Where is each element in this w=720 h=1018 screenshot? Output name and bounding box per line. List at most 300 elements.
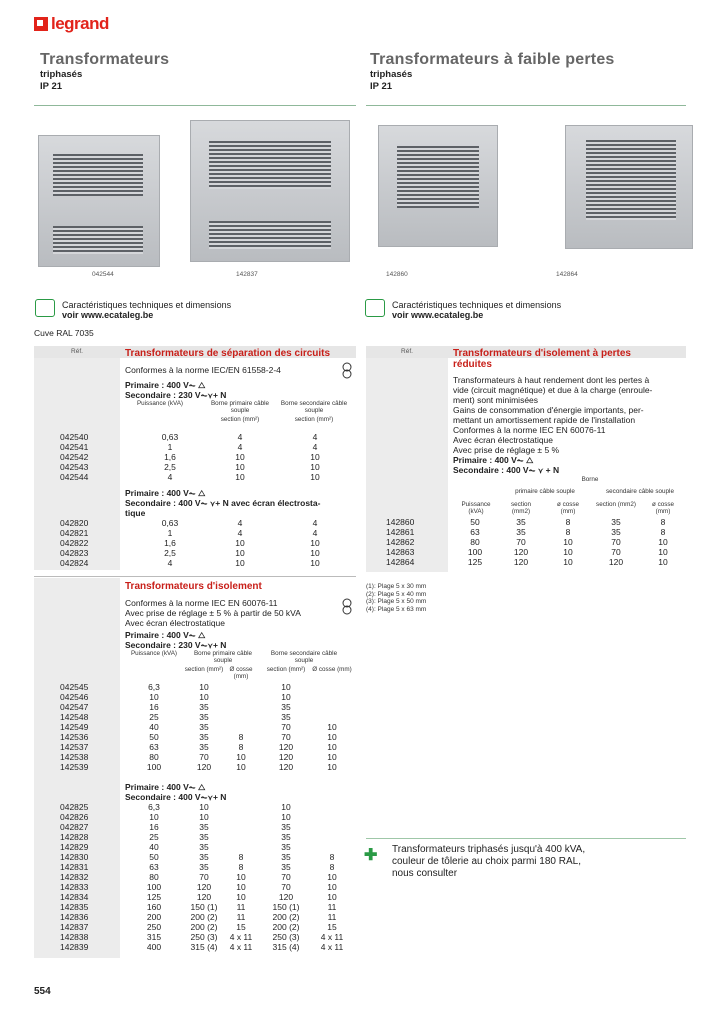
sep-h-power: Puissance (kVA)	[136, 400, 184, 407]
value-cell: 70	[611, 547, 621, 557]
value-cell: 8	[565, 527, 571, 537]
value-cell: 15	[236, 922, 246, 932]
table-row	[366, 527, 686, 537]
value-cell: 200 (2)	[190, 922, 218, 932]
low-primary: Primaire : 400 V⏦ △	[453, 455, 534, 465]
value-cell: 10	[658, 547, 668, 557]
value-cell: 100	[467, 547, 483, 557]
value-cell: 6,3	[148, 802, 160, 812]
value-cell: 200 (2)	[272, 912, 300, 922]
value-cell: 70	[611, 537, 621, 547]
value-cell: 120	[608, 557, 624, 567]
iso-h-power: Puissance (kVA)	[130, 650, 178, 657]
value-cell: 1,6	[164, 452, 176, 462]
photo-code: 142864	[556, 271, 578, 278]
left-divider	[34, 105, 356, 106]
brand-name: legrand	[51, 14, 109, 33]
low-h-section: section (mm2)	[511, 501, 531, 515]
iso-g1-primary: Primaire : 400 V⏦ △	[125, 630, 206, 640]
value-cell: 10	[199, 692, 209, 702]
value-cell: 35	[516, 517, 526, 527]
section-title-low-loss: Transformateurs d'isolement à pertes réduites	[453, 348, 631, 370]
ref-cell: 042544	[60, 472, 89, 482]
value-cell: 8	[660, 517, 666, 527]
product-photo-042544	[38, 135, 160, 267]
value-cell: 50	[149, 852, 159, 862]
value-cell: 35	[281, 832, 291, 842]
value-cell: 10	[281, 692, 291, 702]
value-cell: 4	[167, 558, 173, 568]
value-cell: 10	[236, 752, 246, 762]
value-cell: 70	[199, 752, 209, 762]
value-cell: 35	[199, 702, 209, 712]
value-cell: 10	[310, 548, 320, 558]
sep-g2-secondary: Secondaire : 400 V⏦ ⋎+ N avec écran électrosta-	[125, 498, 321, 508]
ref-cell: 042542	[60, 452, 89, 462]
iso-h-sec: Borne secondaire câble souple	[270, 650, 338, 664]
table-row	[366, 537, 686, 547]
table-row	[60, 932, 356, 942]
table-row	[60, 812, 356, 822]
value-cell: 35	[199, 732, 209, 742]
value-cell: 35	[611, 517, 621, 527]
value-cell: 80	[149, 752, 159, 762]
value-cell: 315	[146, 932, 162, 942]
value-cell: 10	[327, 722, 337, 732]
value-cell: 35	[281, 862, 291, 872]
ref-cell: 142835	[60, 902, 89, 912]
value-cell: 4	[167, 472, 173, 482]
value-cell: 125	[467, 557, 483, 567]
value-cell: 11	[327, 902, 337, 912]
table-row	[60, 872, 356, 882]
value-cell: 10	[149, 692, 159, 702]
ref-cell: 142829	[60, 842, 89, 852]
right-sub1: triphasés	[370, 69, 413, 80]
ref-cell: 142539	[60, 762, 89, 772]
page-number: 554	[34, 986, 51, 997]
value-cell: 120	[278, 752, 294, 762]
value-cell: 8	[238, 852, 244, 862]
value-cell: 10	[310, 558, 320, 568]
ref-cell: 042821	[60, 528, 89, 538]
value-cell: 35	[199, 842, 209, 852]
sep-g2-primary: Primaire : 400 V⏦ △	[125, 488, 206, 498]
value-cell: 35	[516, 527, 526, 537]
table-row	[60, 442, 356, 452]
low-h-section: section (mm2)	[596, 501, 636, 508]
value-cell: 70	[199, 872, 209, 882]
value-cell: 10	[563, 557, 573, 567]
table-row	[366, 517, 686, 527]
table-row	[60, 462, 356, 472]
value-cell: 63	[149, 862, 159, 872]
table-row	[60, 452, 356, 462]
photo-code: 142837	[236, 271, 258, 278]
transformer-icon	[340, 362, 354, 380]
ref-cell: 142833	[60, 882, 89, 892]
value-cell: 315 (4)	[190, 942, 218, 952]
table-row	[60, 902, 356, 912]
sep-g2-secondary2: tique	[125, 508, 146, 518]
photo-code: 142860	[386, 271, 408, 278]
ref-cell: 142536	[60, 732, 89, 742]
footnotes: (1): Plage 5 x 30 mm (2): Plage 5 x 40 mm (3): Plage 5 x 50 mm (4): Plage 5 x 63 mm	[366, 583, 427, 613]
value-cell: 25	[149, 832, 159, 842]
iso-g1-secondary: Secondaire : 230 V⏦⋎+ N	[125, 640, 227, 650]
table-row	[60, 912, 356, 922]
value-cell: 10	[327, 742, 337, 752]
value-cell: 11	[236, 902, 246, 912]
value-cell: 50	[149, 732, 159, 742]
catalog-icon	[35, 299, 55, 317]
value-cell: 4 x 11	[320, 942, 344, 952]
transformer-icon	[340, 598, 354, 616]
ref-header: Réf.	[71, 348, 83, 355]
value-cell: 35	[199, 852, 209, 862]
ref-cell: 142863	[386, 547, 415, 557]
value-cell: 4	[237, 432, 243, 442]
value-cell: 11	[236, 912, 246, 922]
ref-cell: 142830	[60, 852, 89, 862]
iso-l1: Conformes à la norme IEC EN 60076-11	[125, 598, 278, 608]
value-cell: 10	[658, 537, 668, 547]
value-cell: 4	[237, 442, 243, 452]
table-row	[60, 518, 356, 528]
section-title-isolement: Transformateurs d'isolement	[125, 581, 262, 592]
iso-l3: Avec écran électrostatique	[125, 618, 226, 628]
value-cell: 10	[327, 872, 337, 882]
table-row	[60, 538, 356, 548]
ref-cell: 142828	[60, 832, 89, 842]
value-cell: 10	[149, 812, 159, 822]
ref-cell: 142861	[386, 527, 415, 537]
value-cell: 10	[563, 547, 573, 557]
value-cell: 120	[196, 882, 212, 892]
value-cell: 35	[199, 822, 209, 832]
sep-g1-primary: Primaire : 400 V⏦ △	[125, 380, 206, 390]
value-cell: 40	[149, 722, 159, 732]
value-cell: 400	[146, 942, 162, 952]
table-row	[60, 558, 356, 568]
value-cell: 150 (1)	[272, 902, 300, 912]
catalog-icon	[365, 299, 385, 317]
value-cell: 10	[327, 882, 337, 892]
value-cell: 8	[565, 517, 571, 527]
table-row	[60, 732, 356, 742]
value-cell: 125	[146, 892, 162, 902]
value-cell: 80	[470, 537, 480, 547]
table-row	[60, 682, 356, 692]
ref-cell: 142538	[60, 752, 89, 762]
low-table	[366, 517, 686, 567]
divider	[34, 576, 356, 577]
value-cell: 40	[149, 842, 159, 852]
value-cell: 10	[310, 472, 320, 482]
value-cell: 35	[199, 712, 209, 722]
low-h-prim: primaire câble souple	[515, 488, 575, 495]
iso-h-section: section (mm²)	[266, 666, 306, 673]
value-cell: 10	[327, 762, 337, 772]
ref-cell: 042546	[60, 692, 89, 702]
ref-cell: 042824	[60, 558, 89, 568]
sep-g1-secondary: Secondaire : 230 V⏦⋎+ N	[125, 390, 227, 400]
sep-h-section: section (mm²)	[294, 416, 334, 423]
low-h-borne: Borne	[581, 476, 599, 483]
iso-h-prim: Borne primaire câble souple	[193, 650, 253, 664]
iso-table-1	[60, 682, 356, 772]
ref-cell: 042541	[60, 442, 89, 452]
value-cell: 1	[167, 528, 173, 538]
table-row	[60, 762, 356, 772]
promo-text: Transformateurs triphasés jusqu'à 400 kVA, couleur de tôlerie au choix parmi 180 RAL, nous consulter	[392, 844, 586, 879]
value-cell: 10	[236, 872, 246, 882]
ref-header: Réf.	[401, 348, 413, 355]
value-cell: 8	[238, 862, 244, 872]
ref-cell: 142864	[386, 557, 415, 567]
table-row	[366, 547, 686, 557]
value-cell: 80	[149, 872, 159, 882]
value-cell: 10	[310, 462, 320, 472]
value-cell: 16	[149, 822, 159, 832]
ref-cell: 042826	[60, 812, 89, 822]
sep-table-2	[60, 518, 356, 568]
value-cell: 8	[238, 732, 244, 742]
iso-g2-primary: Primaire : 400 V⏦ △	[125, 782, 206, 792]
ref-cell: 042825	[60, 802, 89, 812]
table-row	[60, 692, 356, 702]
low-h-cosse: ø cosse (mm)	[556, 501, 580, 515]
table-row	[60, 942, 356, 952]
table-row	[60, 472, 356, 482]
value-cell: 120	[196, 762, 212, 772]
ref-cell: 142537	[60, 742, 89, 752]
value-cell: 4 x 11	[320, 932, 344, 942]
value-cell: 10	[235, 452, 245, 462]
sep-h-prim: Borne primaire câble souple	[210, 400, 270, 414]
value-cell: 10	[199, 682, 209, 692]
value-cell: 10	[310, 452, 320, 462]
value-cell: 2,5	[164, 462, 176, 472]
value-cell: 4	[312, 442, 318, 452]
value-cell: 10	[236, 762, 246, 772]
value-cell: 8	[329, 852, 335, 862]
value-cell: 70	[281, 732, 291, 742]
value-cell: 10	[327, 752, 337, 762]
ref-cell: 142831	[60, 862, 89, 872]
table-row	[366, 557, 686, 567]
iso-l2: Avec prise de réglage ± 5 % à partir de 50 kVA	[125, 608, 301, 618]
product-photo-142837	[190, 120, 350, 262]
cuve-label: Cuve RAL 7035	[34, 328, 94, 338]
value-cell: 4	[312, 518, 318, 528]
value-cell: 1	[167, 442, 173, 452]
ref-cell: 142548	[60, 712, 89, 722]
value-cell: 4 x 11	[229, 932, 253, 942]
value-cell: 10	[199, 812, 209, 822]
value-cell: 10	[281, 812, 291, 822]
value-cell: 120	[278, 892, 294, 902]
value-cell: 4	[312, 432, 318, 442]
legrand-logo-icon	[34, 17, 48, 31]
value-cell: 35	[281, 852, 291, 862]
ref-cell: 142832	[60, 872, 89, 882]
value-cell: 160	[146, 902, 162, 912]
left-sub2: IP 21	[40, 81, 63, 92]
table-row	[60, 548, 356, 558]
value-cell: 35	[281, 702, 291, 712]
ref-cell: 042823	[60, 548, 89, 558]
value-cell: 8	[329, 862, 335, 872]
table-row	[60, 432, 356, 442]
ref-cell: 042540	[60, 432, 89, 442]
table-row	[60, 722, 356, 732]
value-cell: 120	[513, 557, 529, 567]
product-photo-142860	[378, 125, 498, 247]
value-cell: 250 (3)	[190, 932, 218, 942]
table-row	[60, 882, 356, 892]
ref-cell: 142834	[60, 892, 89, 902]
right-title: Transformateurs à faible pertes	[370, 51, 615, 68]
iso-g2-secondary: Secondaire : 400 V⏦⋎+ N	[125, 792, 227, 802]
value-cell: 0,63	[161, 432, 179, 442]
left-header	[40, 51, 169, 93]
table-row	[60, 742, 356, 752]
value-cell: 100	[146, 762, 162, 772]
ref-cell: 042545	[60, 682, 89, 692]
sep-h-sec: Borne secondaire câble souple	[280, 400, 348, 414]
ref-cell: 142839	[60, 942, 89, 952]
table-row	[60, 892, 356, 902]
value-cell: 10	[235, 548, 245, 558]
value-cell: 4	[237, 528, 243, 538]
product-photo-142864	[565, 125, 693, 249]
value-cell: 16	[149, 702, 159, 712]
section-title-separation: Transformateurs de séparation des circuits	[125, 348, 331, 359]
value-cell: 10	[281, 682, 291, 692]
table-row	[60, 752, 356, 762]
iso-h-cosse: Ø cosse (mm)	[312, 666, 352, 673]
value-cell: 63	[470, 527, 480, 537]
plus-icon: ✚	[364, 847, 378, 864]
value-cell: 25	[149, 712, 159, 722]
ref-cell: 042820	[60, 518, 89, 528]
value-cell: 120	[196, 892, 212, 902]
value-cell: 120	[278, 762, 294, 772]
value-cell: 11	[327, 912, 337, 922]
value-cell: 35	[611, 527, 621, 537]
value-cell: 70	[281, 722, 291, 732]
right-sub2: IP 21	[370, 81, 393, 92]
value-cell: 4	[237, 518, 243, 528]
ref-cell: 142836	[60, 912, 89, 922]
value-cell: 0,63	[161, 518, 179, 528]
value-cell: 70	[516, 537, 526, 547]
value-cell: 10	[235, 558, 245, 568]
value-cell: 10	[235, 462, 245, 472]
value-cell: 10	[199, 802, 209, 812]
ref-cell: 142838	[60, 932, 89, 942]
sep-norm: Conformes à la norme IEC/EN 61558-2-4	[125, 365, 281, 375]
value-cell: 70	[281, 872, 291, 882]
value-cell: 120	[513, 547, 529, 557]
table-row	[60, 702, 356, 712]
value-cell: 100	[146, 882, 162, 892]
left-sub1: triphasés	[40, 69, 83, 80]
value-cell: 8	[660, 527, 666, 537]
sep-h-section: section (mm²)	[220, 416, 260, 423]
ref-cell: 042547	[60, 702, 89, 712]
right-header	[370, 51, 615, 93]
value-cell: 200	[146, 912, 162, 922]
value-cell: 6,3	[148, 682, 160, 692]
table-row	[60, 832, 356, 842]
value-cell: 315 (4)	[272, 942, 300, 952]
table-row	[60, 528, 356, 538]
left-title: Transformateurs	[40, 51, 170, 68]
iso-h-section: section (mm²)	[184, 666, 224, 673]
value-cell: 10	[236, 892, 246, 902]
brand-logo	[34, 14, 109, 34]
value-cell: 50	[470, 517, 480, 527]
sep-table-1	[60, 432, 356, 482]
value-cell: 10	[281, 802, 291, 812]
table-row	[60, 862, 356, 872]
value-cell: 120	[278, 742, 294, 752]
value-cell: 4	[312, 528, 318, 538]
value-cell: 10	[327, 892, 337, 902]
value-cell: 35	[281, 822, 291, 832]
value-cell: 10	[235, 472, 245, 482]
value-cell: 10	[563, 537, 573, 547]
value-cell: 35	[199, 862, 209, 872]
ref-cell: 142837	[60, 922, 89, 932]
value-cell: 1,6	[164, 538, 176, 548]
table-row	[60, 852, 356, 862]
table-row	[60, 842, 356, 852]
iso-table-2	[60, 802, 356, 952]
ref-cell: 042827	[60, 822, 89, 832]
value-cell: 200 (2)	[190, 912, 218, 922]
value-cell: 35	[199, 722, 209, 732]
table-row	[60, 802, 356, 812]
value-cell: 150 (1)	[190, 902, 218, 912]
promo-divider	[366, 838, 686, 839]
iso-h-cosse: Ø cosse (mm)	[229, 666, 253, 680]
value-cell: 35	[281, 712, 291, 722]
value-cell: 200 (2)	[272, 922, 300, 932]
value-cell: 63	[149, 742, 159, 752]
value-cell: 15	[327, 922, 337, 932]
catalog-note-right: Caractéristiques techniques et dimensions voir www.ecataleg.be	[392, 300, 562, 320]
table-row	[60, 712, 356, 722]
value-cell: 10	[310, 538, 320, 548]
value-cell: 2,5	[164, 548, 176, 558]
low-secondary: Secondaire : 400 V⏦ ⋎ + N	[453, 465, 560, 475]
value-cell: 70	[281, 882, 291, 892]
value-cell: 4 x 11	[229, 942, 253, 952]
ref-cell: 042822	[60, 538, 89, 548]
value-cell: 250 (3)	[272, 932, 300, 942]
low-h-power: Puissance (kVA)	[461, 501, 491, 515]
catalog-note-left: Caractéristiques techniques et dimensions voir www.ecataleg.be	[62, 300, 232, 320]
table-row	[60, 922, 356, 932]
value-cell: 10	[236, 882, 246, 892]
value-cell: 10	[235, 538, 245, 548]
ref-cell: 142862	[386, 537, 415, 547]
low-h-cosse: ø cosse (mm)	[651, 501, 675, 515]
value-cell: 35	[199, 832, 209, 842]
